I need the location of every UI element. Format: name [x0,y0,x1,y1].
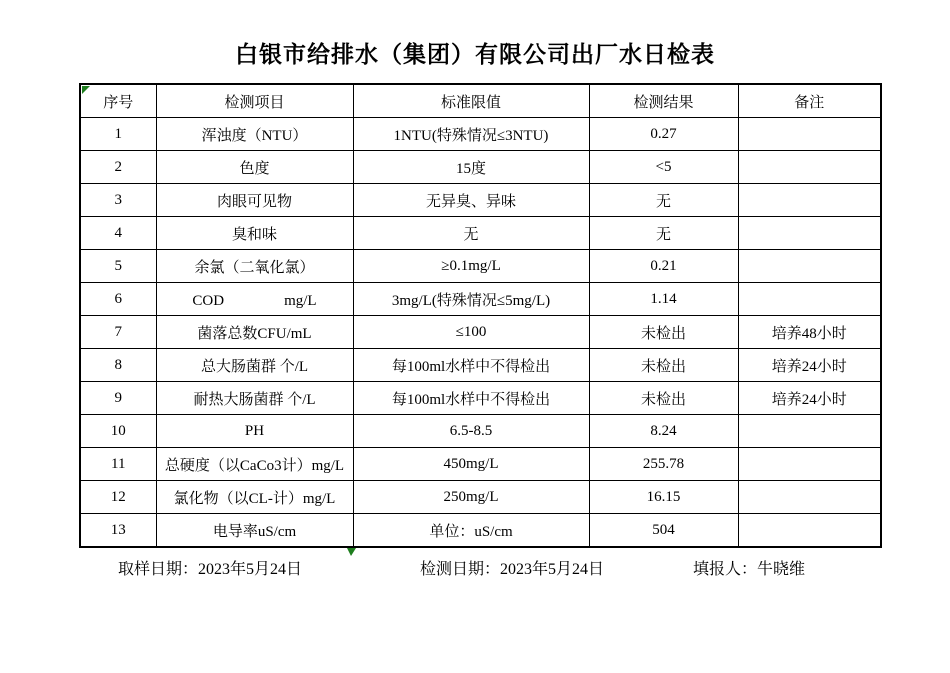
cell-note [738,184,881,217]
cell-seq: 5 [80,250,156,283]
cell-seq: 10 [80,415,156,448]
cell-limit: 无异臭、异味 [353,184,589,217]
cell-result: 504 [589,514,738,548]
cell-seq: 12 [80,481,156,514]
cell-item: 电导率uS/cm [156,514,353,548]
col-header-result: 检测结果 [589,84,738,118]
cell-item: PH [156,415,353,448]
cell-seq: 9 [80,382,156,415]
cell-result: 16.15 [589,481,738,514]
cell-item: COD mg/L [156,283,353,316]
cell-note [738,217,881,250]
cell-note [738,283,881,316]
cell-limit: 3mg/L(特殊情况≤5mg/L) [353,283,589,316]
cell-item: 余氯（二氧化氯） [156,250,353,283]
cell-limit: 1NTU(特殊情况≤3NTU) [353,118,589,151]
cell-note: 培养48小时 [738,316,881,349]
cell-note [738,448,881,481]
cell-note [738,250,881,283]
cell-seq: 11 [80,448,156,481]
cell-limit: ≤100 [353,316,589,349]
cell-corner-flag-icon [82,86,90,94]
cell-result: 未检出 [589,382,738,415]
cell-result: <5 [589,151,738,184]
cell-seq: 13 [80,514,156,548]
cell-note [738,415,881,448]
cell-result: 0.27 [589,118,738,151]
cell-item: 耐热大肠菌群 个/L [156,382,353,415]
cell-limit: 单位：uS/cm [353,514,589,548]
table-row [80,415,881,448]
cell-result: 未检出 [589,349,738,382]
cell-seq: 7 [80,316,156,349]
cell-seq: 2 [80,151,156,184]
cell-item: 菌落总数CFU/mL [156,316,353,349]
reporter-name: 填报人：牛晓维 [693,561,806,578]
table-row [80,283,881,316]
table-row [80,481,881,514]
table-row [80,382,881,415]
cell-note [738,118,881,151]
col-header-seq [80,84,156,118]
cell-result: 无 [589,217,738,250]
table-row [80,217,881,250]
cell-result: 255.78 [589,448,738,481]
col-header-limit: 标准限值 [353,84,589,118]
cell-result: 无 [589,184,738,217]
cell-result: 1.14 [589,283,738,316]
table-row [80,514,881,548]
table-header-row [80,84,881,118]
cell-result: 未检出 [589,316,738,349]
table-row [80,349,881,382]
cell-seq: 8 [80,349,156,382]
cell-note [738,514,881,548]
col-header-seq-label: 序号 [103,94,134,111]
col-header-note: 备注 [738,84,881,118]
cell-result: 0.21 [589,250,738,283]
cell-limit: 15度 [353,151,589,184]
cell-item: 氯化物（以CL-计）mg/L [156,481,353,514]
table-row [80,184,881,217]
cell-item: 总硬度（以CaCo3计）mg/L [156,448,353,481]
inspection-table [79,83,882,548]
cell-seq: 4 [80,217,156,250]
page-title: 白银市给排水（集团）有限公司出厂水日检表 [235,42,715,67]
cell-item: 臭和味 [156,217,353,250]
cell-limit: 每100ml水样中不得检出 [353,349,589,382]
table-row [80,118,881,151]
cell-note [738,481,881,514]
col-header-item: 检测项目 [156,84,353,118]
cell-limit: 无 [353,217,589,250]
cell-item: 浑浊度（NTU） [156,118,353,151]
cell-seq: 3 [80,184,156,217]
sampling-date: 取样日期：2023年5月24日 [118,561,303,578]
table-row [80,151,881,184]
testing-date: 检测日期：2023年5月24日 [420,561,605,578]
cell-item: 总大肠菌群 个/L [156,349,353,382]
cell-item: 色度 [156,151,353,184]
column-flag-icon [347,548,356,556]
cell-result: 8.24 [589,415,738,448]
table-row [80,250,881,283]
cell-seq: 6 [80,283,156,316]
cell-note: 培养24小时 [738,349,881,382]
cell-note [738,151,881,184]
cell-limit: 450mg/L [353,448,589,481]
cell-item: 肉眼可见物 [156,184,353,217]
cell-limit: ≥0.1mg/L [353,250,589,283]
cell-limit: 6.5-8.5 [353,415,589,448]
cell-note: 培养24小时 [738,382,881,415]
table-row [80,448,881,481]
cell-limit: 250mg/L [353,481,589,514]
cell-limit: 每100ml水样中不得检出 [353,382,589,415]
table-row [80,316,881,349]
cell-seq: 1 [80,118,156,151]
